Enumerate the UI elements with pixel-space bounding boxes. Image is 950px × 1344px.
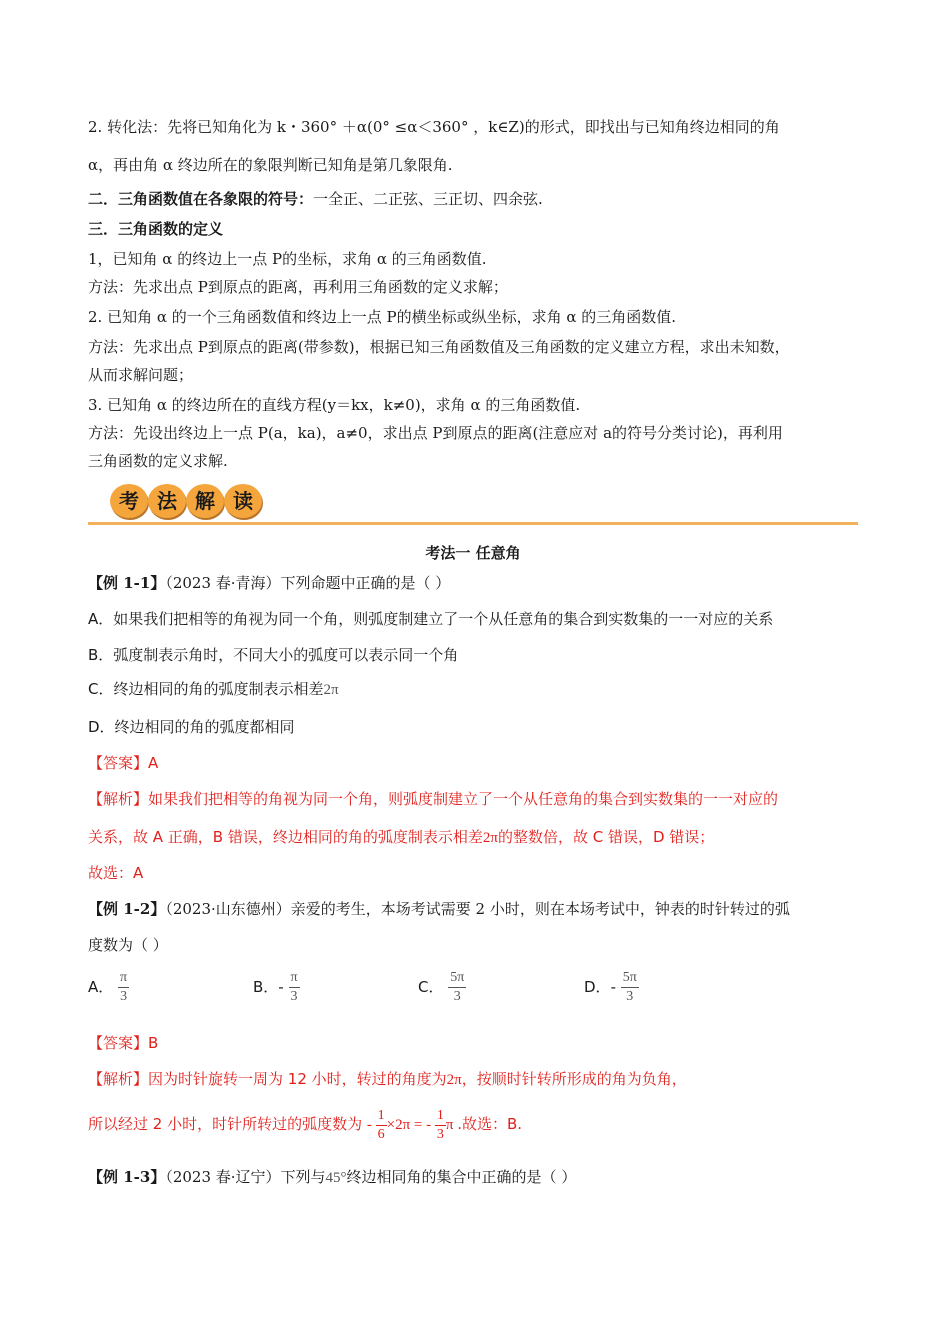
section-2-text: 一全正、二正弦、三正切、四余弦. xyxy=(313,190,543,208)
example-1-2-stem-line-2: 度数为（ ） xyxy=(88,936,168,954)
fraction-numerator: 1 xyxy=(435,1108,446,1126)
option-sign: - xyxy=(610,978,616,996)
example-1-1-analysis-line-2 xyxy=(88,826,714,849)
option-fraction xyxy=(289,970,300,1005)
example-1-1-analysis-line-1 xyxy=(88,788,778,810)
fraction-denominator: 3 xyxy=(436,1127,444,1143)
section-3-title: 三．三角函数的定义 xyxy=(88,220,224,238)
option-sign: - xyxy=(278,978,284,996)
definition-2-method-line-2: 从而求解问题； xyxy=(88,366,194,384)
analysis-text-2a: 关系，故 A 正确，B 错误，终边相同的角的弧度制表示相差 xyxy=(88,828,483,846)
definition-3-method-line-2: 三角函数的定义求解. xyxy=(88,452,228,470)
kaofa-jiedu-banner xyxy=(88,484,858,532)
formula-sign-2: - xyxy=(426,1117,432,1133)
example-1-2-label: 【例 1-2】 xyxy=(88,900,166,918)
analysis-label: 【解析】 xyxy=(88,1070,149,1088)
fraction-denominator: 3 xyxy=(453,989,461,1004)
fraction-denominator: 3 xyxy=(626,989,634,1004)
definition-1-method: 方法：先求出点 P到原点的距离，再利用三角函数的定义求解； xyxy=(88,278,508,296)
example-1-2-answer xyxy=(88,1032,158,1054)
formula-sign-1: - xyxy=(366,1117,372,1133)
banner-char-2: 法 xyxy=(148,484,186,518)
example-1-3-stem xyxy=(88,1166,576,1189)
example-1-1-option-a: A．如果我们把相等的角视为同一个角，则弧度制建立了一个从任意角的集合到实数集的一一对应的关系 xyxy=(88,610,774,628)
kaofa-1-title: 考法一 任意角 xyxy=(425,544,521,562)
definition-3: 3. 已知角 α 的终边所在的直线方程(y＝kx，k≠0)，求角 α 的三角函数值. xyxy=(88,396,581,414)
example-1-2-stem-line-1 xyxy=(88,898,790,920)
example-1-1-label: 【例 1-1】 xyxy=(88,574,166,592)
fraction-numerator: π xyxy=(289,970,300,988)
example-1-2-text: （2023·山东德州）亲爱的考生，本场考试需要 2 小时，则在本场考试中，钟表的时针转过的弧 xyxy=(165,900,790,918)
example-1-2-analysis-line-2 xyxy=(88,1106,522,1143)
example-1-1-option-c xyxy=(88,678,339,701)
banner-underline xyxy=(88,522,858,525)
option-c-text: C．终边相同的角的弧度制表示相差 xyxy=(88,680,324,698)
formula-fraction-2 xyxy=(435,1108,446,1143)
definition-2: 2. 已知角 α 的一个三角函数值和终边上一点 P的横坐标或纵坐标，求角 α 的三角函数值. xyxy=(88,308,677,326)
method-2-line-2: α，再由角 α 终边所在的象限判断已知角是第几象限角. xyxy=(88,156,453,174)
formula-fraction-1 xyxy=(376,1108,387,1143)
example-1-1-conclusion xyxy=(88,862,143,884)
analysis-text-1a: 因为时针旋转一周为 12 小时，转过的角度为 xyxy=(148,1070,447,1088)
answer-value: B xyxy=(148,1034,159,1052)
example-1-1-option-d: D．终边相同的角的弧度都相同 xyxy=(88,718,295,736)
example-1-1-option-b: B．弧度制表示角时，不同大小的弧度可以表示同一个角 xyxy=(88,646,459,664)
example-1-1-text: （2023 春·青海）下列命题中正确的是（ ） xyxy=(165,574,451,592)
option-letter: B． xyxy=(253,978,279,996)
banner-char-1: 考 xyxy=(110,484,148,518)
definition-2-method-line-1: 方法：先求出点 P到原点的距离(带参数)，根据已知三角函数值及三角函数的定义建立方程，求出未知数， xyxy=(88,338,790,356)
answer-label: 【答案】 xyxy=(88,1034,149,1052)
option-c-math: 2π xyxy=(323,682,339,698)
example-1-2-analysis-line-1 xyxy=(88,1068,687,1091)
analysis-text-1b: ，按顺时针转所形成的角为负角， xyxy=(461,1070,687,1088)
option-letter: A． xyxy=(88,978,114,996)
conclusion-label: 故选： xyxy=(88,864,134,882)
banner-char-4: 读 xyxy=(224,484,262,518)
conclusion-value: A xyxy=(133,864,144,882)
example-1-3-math: 45° xyxy=(325,1170,347,1186)
definition-1: 1，已知角 α 的终边上一点 P的坐标，求角 α 的三角函数值. xyxy=(88,250,487,268)
method-2-line-1: 2. 转化法：先将已知角化为 k・360° ＋α(0° ≤α＜360° ，k∈Z)的形式，即找出与已知角终边相同的角 xyxy=(88,118,780,136)
fraction-denominator: 3 xyxy=(290,989,298,1004)
fraction-numerator: π xyxy=(118,970,129,988)
example-1-2-option-c xyxy=(418,970,466,1005)
fraction-denominator: 6 xyxy=(377,1127,385,1143)
analysis-text-2a: 所以经过 2 小时，时针所转过的弧度数为 xyxy=(88,1115,363,1133)
fraction-denominator: 3 xyxy=(120,989,128,1004)
answer-label: 【答案】 xyxy=(88,754,149,772)
example-1-1-stem xyxy=(88,572,450,594)
analysis-text-2b: 的整数倍，故 C 错误，D 错误； xyxy=(497,828,715,846)
analysis-text: 如果我们把相等的角视为同一个角，则弧度制建立了一个从任意角的集合到实数集的一一对应的 xyxy=(148,790,779,808)
option-fraction xyxy=(621,970,639,1005)
fraction-numerator: 1 xyxy=(376,1108,387,1126)
analysis-label: 【解析】 xyxy=(88,790,149,808)
option-letter: C． xyxy=(418,978,444,996)
option-letter: D． xyxy=(584,978,611,996)
analysis-math: 2π xyxy=(482,830,498,846)
section-2-title: 二．三角函数值在各象限的符号： xyxy=(88,190,314,208)
answer-value: A xyxy=(148,754,159,772)
analysis-math-1: 2π xyxy=(446,1072,462,1088)
example-1-3-label: 【例 1-3】 xyxy=(88,1168,166,1186)
fraction-numerator: 5π xyxy=(621,970,639,988)
option-fraction xyxy=(118,970,129,1005)
definition-3-method-line-1: 方法：先设出终边上一点 P(a，ka)，a≠0，求出点 P到原点的距离(注意应对 a的符号分类讨论)，再利用 xyxy=(88,424,783,442)
example-1-3-text-b: 终边相同角的集合中正确的是（ ） xyxy=(346,1168,577,1186)
fraction-numerator: 5π xyxy=(448,970,466,988)
example-1-2-option-b xyxy=(253,970,300,1005)
example-1-1-answer xyxy=(88,752,158,774)
example-1-2-option-d xyxy=(584,970,639,1005)
example-1-3-text-a: （2023 春·辽宁）下列与 xyxy=(165,1168,326,1186)
formula-times: ×2π = xyxy=(386,1117,423,1133)
analysis-formula xyxy=(366,1108,457,1143)
formula-tail: π xyxy=(445,1117,454,1133)
example-1-2-option-a xyxy=(88,970,129,1005)
analysis-text-2b: .故选：B. xyxy=(457,1115,523,1133)
section-2-line xyxy=(88,188,543,210)
option-fraction xyxy=(448,970,466,1005)
banner-char-3: 解 xyxy=(186,484,224,518)
